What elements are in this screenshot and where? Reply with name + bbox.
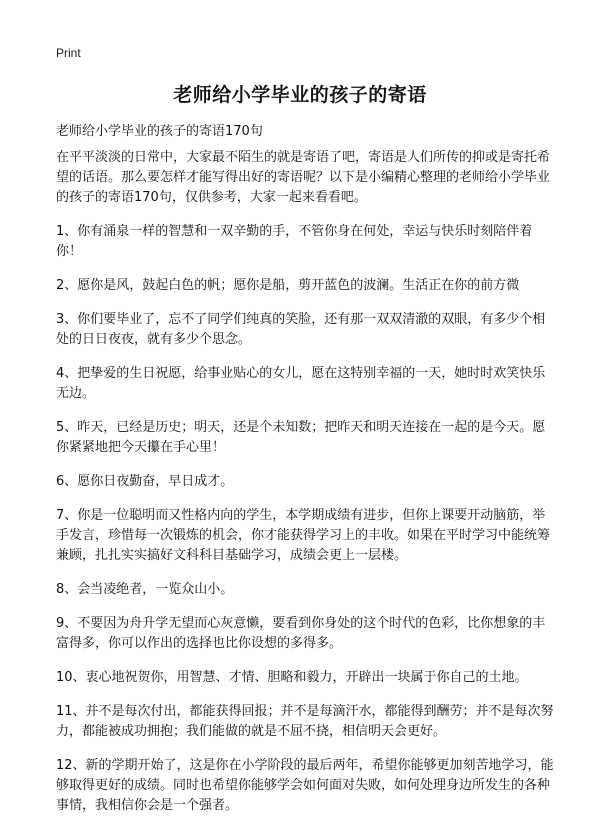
list-item: 6、愿你日夜勤奋，早日成才。 (56, 474, 234, 489)
list-item: 11、并不是每次付出，都能获得回报；并不是每滴汗水，都能得到酬劳；并不是每次努力，都能被成功拥抱；我们能做的就是不屈不挠，相信明天会更好。 (56, 704, 554, 739)
list-item: 10、衷心地祝贺你，用智慧、才情、胆略和毅力，开辟出一块属于你自己的土地。 (56, 670, 528, 685)
list-item: 12、新的学期开始了，这是你在小学阶段的最后两年，希望你能够更加刻苦地学习，能够取得更好的成绩。同时也希望你能够学会如何面对失败，如何处理身边所发生的各种事情，我相信你会是一个强者。 (56, 758, 554, 813)
page-title: 老师给小学毕业的孩子的寄语 (173, 84, 427, 106)
list-item: 8、会当凌绝者，一览众山小。 (56, 582, 234, 597)
list-item: 5、昨天，已经是历史；明天，还是个未知数；把昨天和明天连接在一起的是今天。愿你紧紧地把今天攥在手心里！ (56, 420, 546, 455)
list-item: 2、愿你是风，鼓起白色的帆；愿你是船，剪开蓝色的波澜。生活正在你的前方微 (56, 278, 520, 293)
list-item: 7、你是一位聪明而又性格内向的学生，本学期成绩有进步，但你上课要开动脑筋，举手发言，珍惜每一次锻炼的机会，你才能获得学习上的丰收。如果在平时学习中能统筹兼顾，扎扎实实搞好文科科目基础学习，成绩会更上一层楼。 (56, 508, 551, 563)
subtitle: 老师给小学毕业的孩子的寄语170句 (56, 124, 263, 139)
list-item: 3、你们要毕业了，忘不了同学们纯真的笑脸，还有那一双双清澈的双眼，有多少个相处的日日夜夜，就有多少个思念。 (56, 312, 546, 347)
intro-paragraph: 在平平淡淡的日常中，大家最不陌生的就是寄语了吧，寄语是人们所传的抑或是寄托希望的话语。那么要怎样才能写得出好的寄语呢？以下是小编精心整理的老师给小学毕业的孩子的寄语170句，仅供参考，大家一起来看看吧。 (56, 150, 551, 205)
list-item: 4、把挚爱的生日祝愿，给事业贴心的女儿，愿在这特别幸福的一天，她时时欢笑快乐无边。 (56, 366, 546, 401)
print-link[interactable]: Print (56, 46, 81, 60)
list-item: 9、不要因为舟升学无望而心灰意懒，要看到你身处的这个时代的色彩，比你想象的丰富得多，你可以作出的选择也比你设想的多得多。 (56, 616, 546, 651)
list-item: 1、你有涌泉一样的智慧和一双辛勤的手，不管你身在何处，幸运与快乐时刻陪伴着你！ (56, 224, 533, 259)
article-body (56, 148, 556, 830)
